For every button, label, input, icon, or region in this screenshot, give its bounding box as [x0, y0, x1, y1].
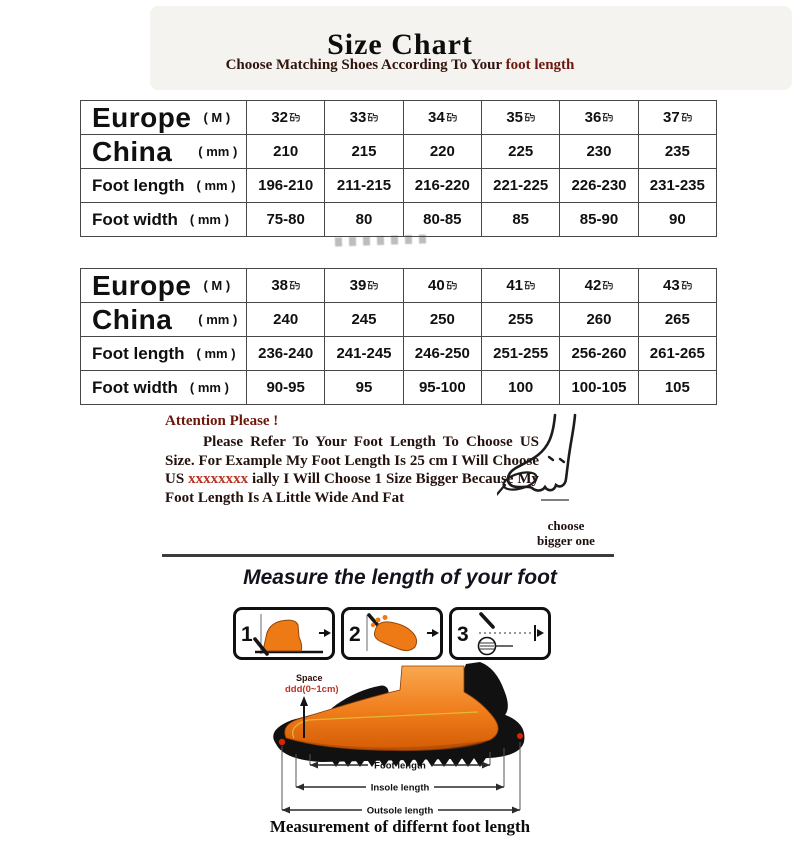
size-cell: 265 [638, 302, 716, 336]
size-cell: 260 [559, 302, 637, 336]
foot-length-diagram [252, 658, 552, 818]
size-cell: 220 [403, 134, 481, 168]
step3-measure-tape-icon [469, 611, 549, 658]
size-cell: 38 [246, 268, 324, 302]
size-cell: 95-100 [403, 370, 481, 404]
size-cell: 37 [638, 100, 716, 134]
size-cell: 250 [403, 302, 481, 336]
cjk-size-glyph [289, 280, 300, 291]
size-cell: 261-265 [638, 336, 716, 370]
step1-foot-against-wall-icon [253, 611, 333, 658]
measure-steps [233, 607, 551, 660]
step-number: 3 [457, 623, 469, 646]
scan-smudge [335, 234, 427, 246]
section-divider [162, 554, 614, 557]
size-cell: 210 [246, 134, 324, 168]
row-label: Foot width ( mm ) [80, 370, 246, 404]
size-cell: 251-255 [481, 336, 559, 370]
row-label: Foot length ( mm ) [80, 168, 246, 202]
row-label: Europe ( M ) [80, 100, 246, 134]
step-panel-1 [233, 607, 335, 660]
wall-marker-icon [427, 629, 439, 637]
cjk-size-glyph [367, 112, 378, 123]
size-cell: 105 [638, 370, 716, 404]
heel-point [517, 733, 523, 739]
size-cell: 216-220 [403, 168, 481, 202]
size-cell: 32 [246, 100, 324, 134]
step-number: 1 [241, 623, 253, 646]
subtitle-accent: foot length [505, 57, 575, 73]
size-cell: 43 [638, 268, 716, 302]
svg-text:ddd(0~1cm): ddd(0~1cm) [285, 684, 339, 695]
size-cell: 36 [559, 100, 637, 134]
size-cell: 255 [481, 302, 559, 336]
pencil-icon [481, 614, 493, 627]
size-cell: 85 [481, 202, 559, 236]
size-cell: 42 [559, 268, 637, 302]
size-cell: 215 [324, 134, 402, 168]
size-cell: 90 [638, 202, 716, 236]
size-cell: 95 [324, 370, 402, 404]
cjk-size-glyph [602, 112, 613, 123]
size-cell: 256-260 [559, 336, 637, 370]
size-cell: 231-235 [638, 168, 716, 202]
size-cell: 221-225 [481, 168, 559, 202]
size-cell: 245 [324, 302, 402, 336]
size-cell: 41 [481, 268, 559, 302]
attention-body: Please Refer To Your Foot Length To Choose US Size. For Example My Foot Length Is 25 cm I Will Choose US xxxxxxxx ially I Will Choose 1 Size Bigger Because My Foot Length Is A Little Wide And Fat [165, 434, 539, 506]
diagram-caption: Measurement of differnt foot length [269, 817, 531, 836]
size-cell: 230 [559, 134, 637, 168]
row-label: China ( mm ) [80, 302, 246, 336]
size-cell: 34 [403, 100, 481, 134]
size-cell: 35 [481, 100, 559, 134]
cjk-size-glyph [524, 112, 535, 123]
size-cell: 236-240 [246, 336, 324, 370]
row-label: China ( mm ) [80, 134, 246, 168]
size-cell: 90-95 [246, 370, 324, 404]
size-cell: 235 [638, 134, 716, 168]
step2-trace-footprint-icon [361, 611, 441, 658]
cjk-size-glyph [289, 112, 300, 123]
space-label: Space [296, 673, 323, 683]
size-cell: 211-215 [324, 168, 402, 202]
redacted-size-text: xxxxxxxx [188, 471, 249, 487]
insole-length-label: Insole length [370, 782, 430, 794]
size-table-1 [80, 100, 717, 237]
size-cell: 33 [324, 100, 402, 134]
outsole-length-label: Outsole length [366, 805, 434, 817]
step-number: 2 [349, 623, 361, 646]
size-cell: 100-105 [559, 370, 637, 404]
size-cell: 196-210 [246, 168, 324, 202]
cjk-size-glyph [367, 280, 378, 291]
cjk-size-glyph [446, 280, 457, 291]
foot-sketch-icon [497, 411, 599, 525]
size-cell: 80-85 [403, 202, 481, 236]
size-cell: 241-245 [324, 336, 402, 370]
size-cell: 225 [481, 134, 559, 168]
cjk-size-glyph [681, 280, 692, 291]
cjk-size-glyph [446, 112, 457, 123]
wall-marker-icon [319, 629, 331, 637]
toe-point [279, 739, 285, 745]
size-cell: 100 [481, 370, 559, 404]
row-label: Europe ( M ) [80, 268, 246, 302]
cjk-size-glyph [524, 280, 535, 291]
size-table-2 [80, 268, 717, 405]
cjk-size-glyph [681, 112, 692, 123]
choose-bigger-note: choose bigger one [537, 518, 595, 548]
size-cell: 75-80 [246, 202, 324, 236]
subtitle-main: Choose Matching Shoes According To Your [225, 57, 502, 73]
size-cell: 240 [246, 302, 324, 336]
step-panel-2 [341, 607, 443, 660]
foot-length-label: Foot length [374, 760, 426, 772]
page-title: Size Chart [327, 28, 473, 62]
size-cell: 85-90 [559, 202, 637, 236]
step-panel-3 [449, 607, 551, 660]
cjk-size-glyph [602, 280, 613, 291]
size-cell: 40 [403, 268, 481, 302]
size-cell: 39 [324, 268, 402, 302]
measure-heading: Measure the length of your foot [243, 566, 557, 589]
page-subtitle [0, 57, 800, 74]
space-arrow-icon [300, 696, 308, 706]
size-cell: 80 [324, 202, 402, 236]
size-cell: 226-230 [559, 168, 637, 202]
row-label: Foot width ( mm ) [80, 202, 246, 236]
attention-note [165, 413, 539, 507]
row-label: Foot length ( mm ) [80, 336, 246, 370]
attention-heading: Attention Please ! [165, 413, 279, 429]
wall-marker-icon [537, 629, 544, 637]
size-cell: 246-250 [403, 336, 481, 370]
